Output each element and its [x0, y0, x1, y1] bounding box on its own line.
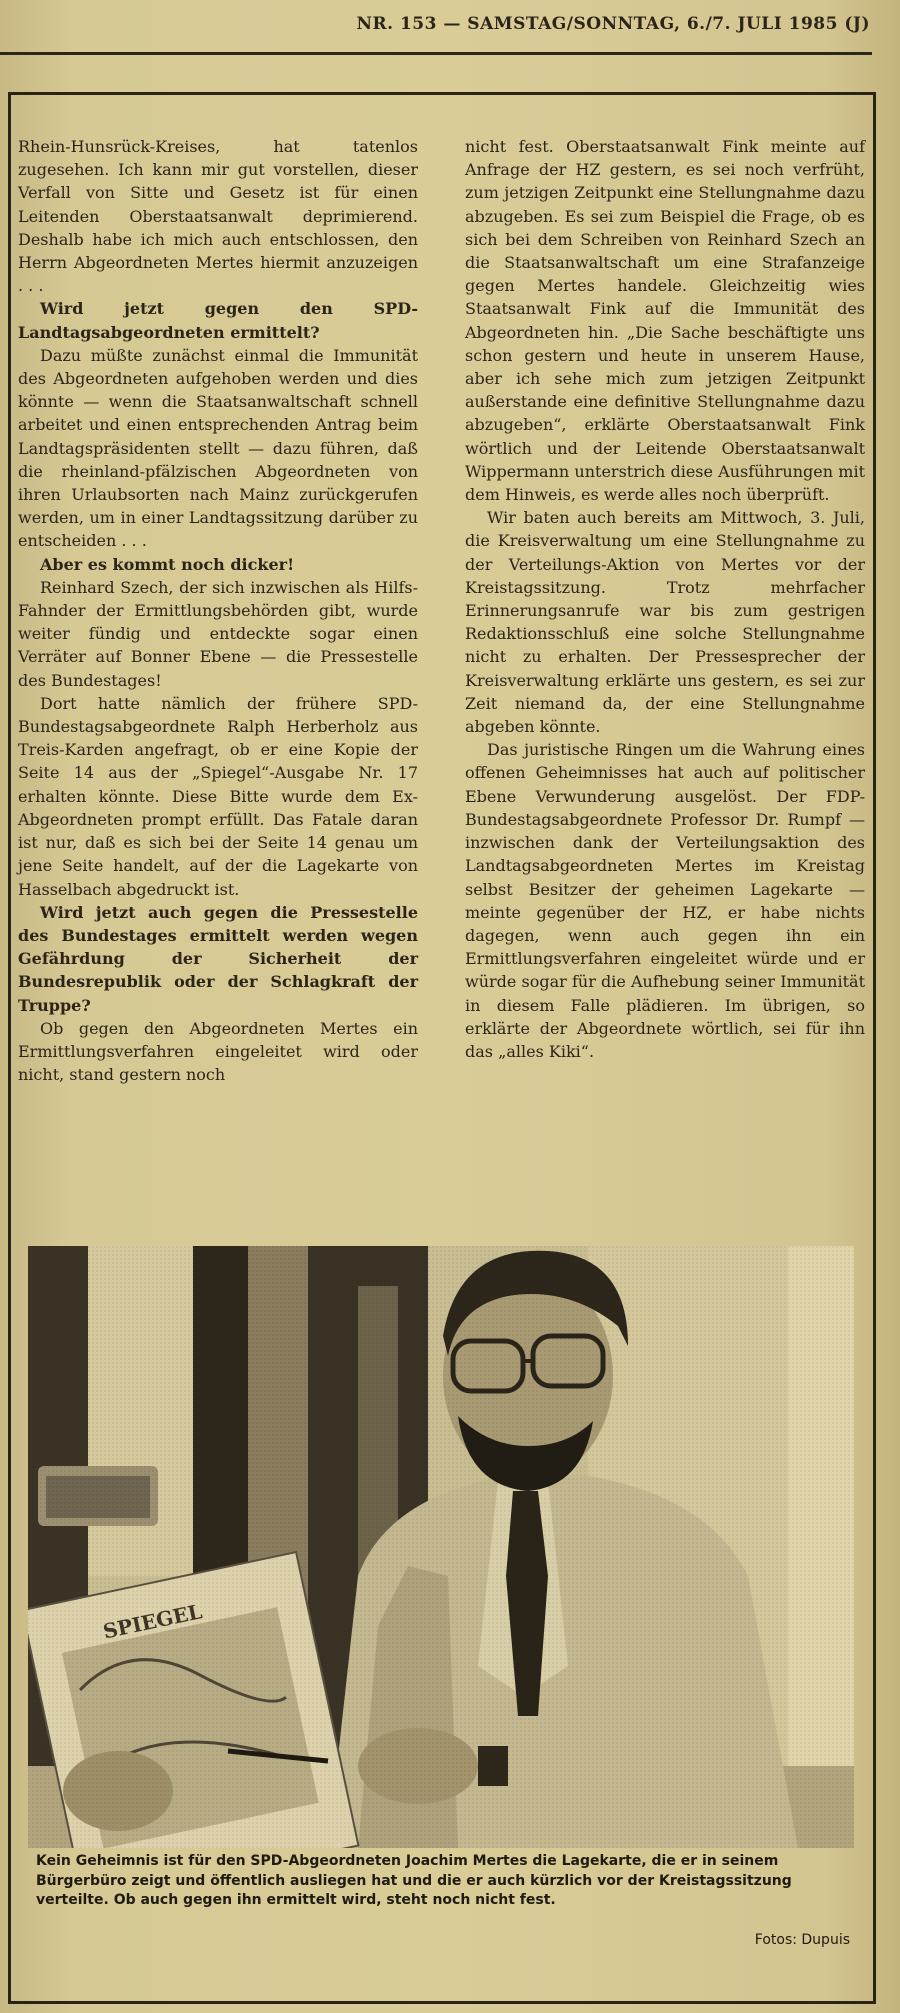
left-column: [18, 135, 418, 1086]
page-header: NR. 153 — SAMSTAG/SONNTAG, 6./7. JULI 1985 (J): [356, 14, 870, 34]
article-subheading: Aber es kommt noch dicker!: [40, 554, 295, 574]
photo-credit: Fotos: Dupuis: [754, 1932, 850, 1948]
article-paragraph: Ob gegen den Abgeordneten Mertes ein Ermittlungsverfahren eingeleitet wird oder nicht, stand gestern noch: [18, 1018, 418, 1085]
article-subheading: Wird jetzt auch gegen die Pressestelle des Bundestages ermittelt werden wegen Gefährdung der Sicherheit der Bundesrepublik oder der Schlagkraft der Truppe?: [18, 902, 418, 1015]
article-paragraph: Rhein-Hunsrück-Kreises, hat tatenlos zugesehen. Ich kann mir gut vorstellen, dieser Verfall von Sitte und Gesetz ist für einen Leitenden Oberstaatsanwalt deprimierend. Deshalb habe ich mich auch entschlossen, den Herrn Abgeordneten Mertes hiermit anzuzeigen . . .: [18, 137, 418, 296]
article-paragraph: Reinhard Szech, der sich inzwischen als Hilfs-Fahnder der Ermittlungsbehörden gibt, wurde weiter fündig und entdeckte sogar einen Verräter auf Bonner Ebene — die Pressestelle des Bundestages!: [18, 577, 418, 690]
article-paragraph: Wir baten auch bereits am Mittwoch, 3. Juli, die Kreisverwaltung um eine Stellungnahme zu der Verteilungs-Aktion von Mertes vor der Kreistagssitzung. Trotz mehrfacher Erinnerungsanrufe war bis zum gestrigen Redaktionsschluß eine solche Stellungnahme nicht zu erhalten. Der Pressesprecher der Kreisverwaltung erklärte uns gestern, es sei zur Zeit niemand da, der eine Stellungnahme abgeben könnte.: [465, 508, 865, 737]
photo-illustration: [28, 1246, 854, 1848]
article-subheading: Wird jetzt gegen den SPD-Landtagsabgeordneten ermittelt?: [18, 299, 418, 342]
article-paragraph: nicht fest. Oberstaatsanwalt Fink meinte auf Anfrage der HZ gestern, es sei noch verfrüht, zum jetzigen Zeitpunkt eine Stellungnahme dazu abzugeben. Es sei zum Beispiel die Frage, ob es sich bei dem Schreiben von Reinhard Szech an die Staatsanwaltschaft um eine Strafanzeige gegen Mertes handele. Gleichzeitig wies Staatsanwalt Fink auf die Immunität des Abgeordneten hin. „Die Sache beschäftigte uns schon gestern und heute in unserem Hause, aber ich sehe mich zum jetzigen Zeitpunkt außerstande eine definitive Stellungnahme dazu abzugeben“, erklärte Oberstaatsanwalt Fink wörtlich und der Leitende Oberstaatsanwalt Wippermann unterstrich diese Ausführungen mit dem Hinweis, es werde alles noch überprüft.: [465, 137, 865, 505]
article-paragraph: Das juristische Ringen um die Wahrung eines offenen Geheimnisses hat auch auf politischer Ebene Verwunderung ausgelöst. Der FDP-Bundestagsabgeordnete Professor Dr. Rumpf — inzwischen dank der Verteilungsaktion des Landtagsabgeordneten Mertes im Kreistag selbst Besitzer der geheimen Lagekarte — meinte gegenüber der HZ, er habe nichts dagegen, wenn auch gegen ihn ein Ermittlungsverfahren eingeleitet würde und er würde sogar für die Aufhebung seiner Immunität in diesem Falle plädieren. Im übrigen, so erklärte der Abgeordnete wörtlich, sei für ihn das „alles Kiki“.: [465, 740, 865, 1061]
photo-caption: Kein Geheimnis ist für den SPD-Abgeordneten Joachim Mertes die Lagekarte, die er in seinem Bürgerbüro zeigt und öffentlich ausliegen hat und die er auch kürzlich vor der Kreistagssitzung verteilte. Ob auch gegen ihn ermittelt wird, steht noch nicht fest.: [36, 1853, 792, 1908]
header-rule: [0, 52, 872, 55]
article-paragraph: Dort hatte nämlich der frühere SPD-Bundestagsabgeordnete Ralph Herberholz aus Treis-Karden angefragt, ob er eine Kopie der Seite 14 aus der „Spiegel“-Ausgabe Nr. 17 erhalten könnte. Diese Bitte wurde dem Ex-Abgeordneten prompt erfüllt. Das Fatale daran ist nur, daß es sich bei der Seite 14 genau um jene Seite handelt, auf der die Lagekarte von Hasselbach abgedruckt ist.: [18, 693, 418, 899]
news-photo: [28, 1246, 854, 1848]
article-paragraph: Dazu müßte zunächst einmal die Immunität des Abgeordneten aufgehoben werden und dies könnte — wenn die Staatsanwaltschaft schnell arbeitet und einen entsprechenden Antrag beim Landtagspräsidenten stellt — dazu führen, daß die rheinland-pfälzischen Abgeordneten von ihren Urlaubsorten nach Mainz zurückgerufen werden, um in einer Landtagssitzung darüber zu entscheiden . . .: [18, 345, 418, 551]
right-column: [465, 135, 865, 1063]
